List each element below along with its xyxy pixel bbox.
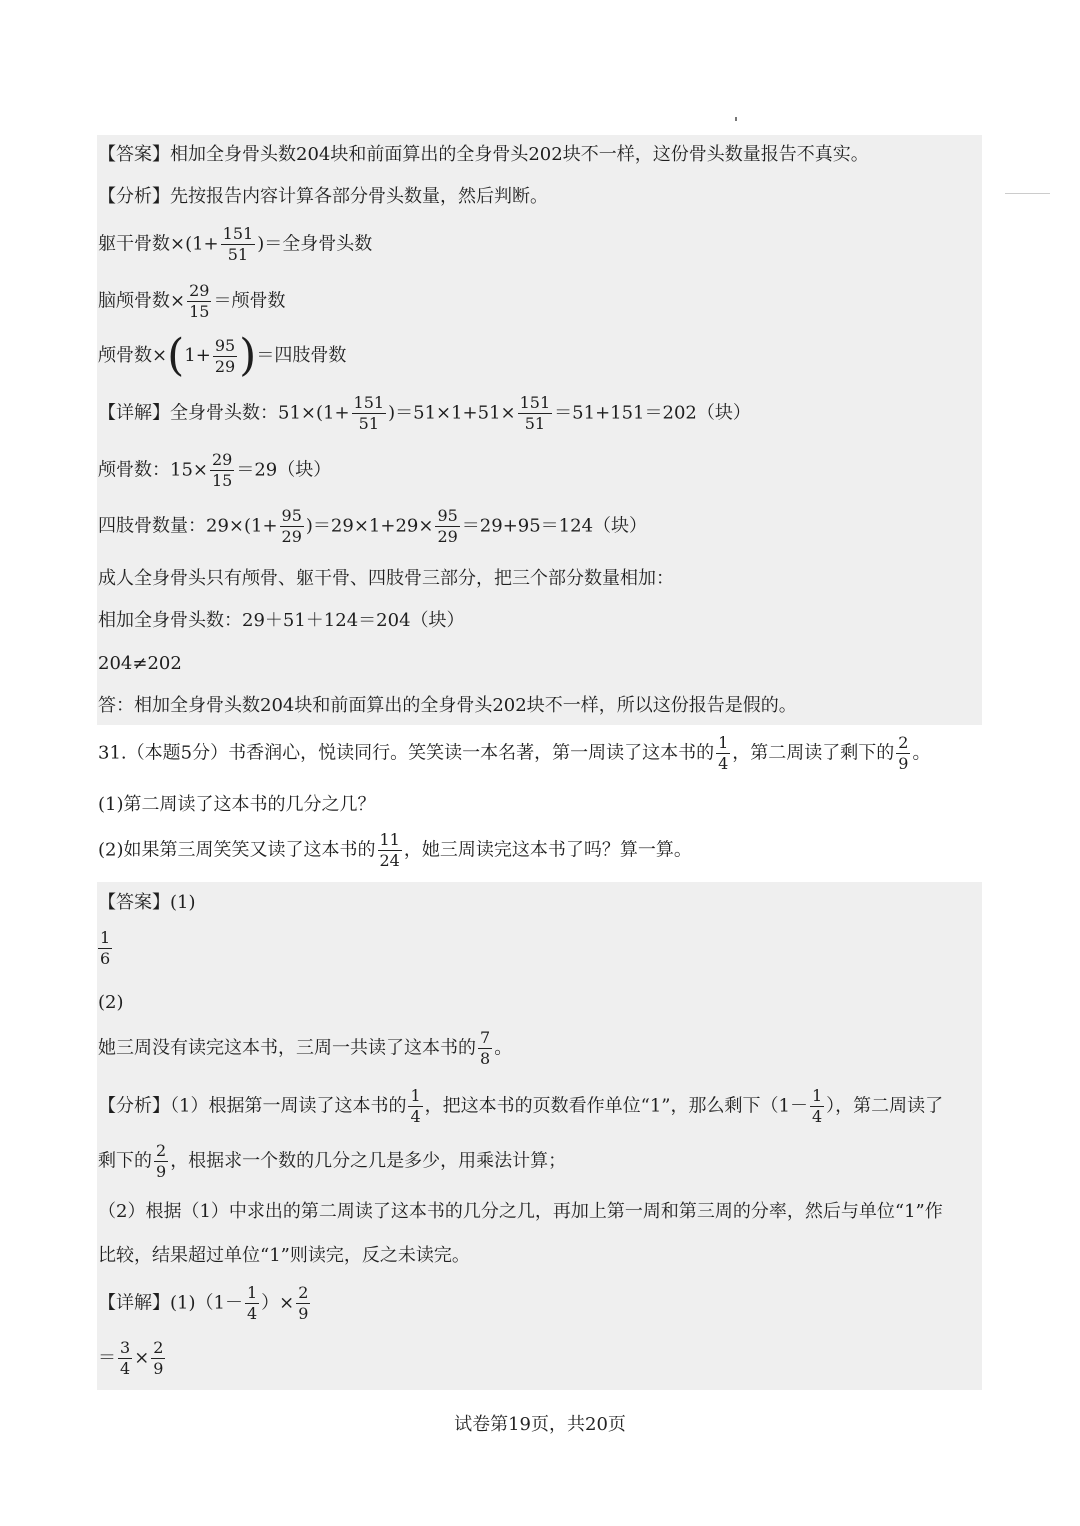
analysis-31-line-1: 【分析】（1）根据第一周读了这本书的 $\frac{1}{4}$ ，把这本书的页数看作单位“1”，那么剩下（1－ $\frac{1}{4}$ ），第二周读了: [98, 1086, 944, 1126]
answer-31-part-2-label: (2): [98, 992, 124, 1013]
fraction: $\frac{29}{15}$: [189, 281, 210, 321]
fraction: $\frac{1}{6}$: [100, 928, 111, 968]
analysis-text: 先按报告内容计算各部分骨头数量，然后判断。: [170, 186, 548, 207]
answer-line: [98, 146, 869, 164]
fraction: $\frac{7}{8}$: [480, 1028, 491, 1068]
answer-text: 相加全身骨头数204块和前面算出的全身骨头202块不一样，这份骨头数量报告不真实。: [170, 144, 869, 165]
fraction: $\frac{11}{24}$: [379, 830, 400, 870]
scan-speck: [735, 117, 737, 121]
detail-line-compare: 204≠202: [98, 653, 182, 674]
fraction: $\frac{95}{29}$: [437, 506, 458, 546]
question-31-part-2: (2)如果第三周笑笑又读了这本书的 $\frac{11}{24}$ ，她三周读完这本书了吗？算一算。: [98, 830, 692, 870]
fraction: $\frac{95}{29}$: [281, 506, 302, 546]
question-31-part-1: (1)第二周读了这本书的几分之几？: [98, 794, 376, 815]
analysis-31-line-2: 剩下的 $\frac{2}{9}$ ，根据求一个数的几分之几是多少，用乘法计算；: [98, 1141, 567, 1181]
scan-edge-line: [1005, 193, 1050, 194]
detail-tag: 【详解】: [98, 402, 170, 424]
formula-trunk: 躯干骨数×(1+ $\frac{151}{51}$ )＝全身骨头数: [98, 224, 373, 264]
question-31-stem: 31.（本题5分）书香润心，悦读同行。笑笑读一本名著，第一周读了这本书的 $\frac{1}{4}$ ，第二周读了剩下的 $\frac{2}{9}$ 。: [98, 733, 931, 773]
answer-31-line: 【答案】(1): [98, 892, 196, 913]
fraction: $\frac{1}{4}$: [718, 733, 729, 773]
fraction: $\frac{1}{4}$: [246, 1283, 258, 1323]
fraction: $\frac{29}{15}$: [212, 450, 233, 490]
analysis-31-line-4: 比较，结果超过单位“1”则读完，反之未读完。: [98, 1245, 470, 1266]
fraction: $\frac{151}{51}$: [222, 224, 254, 264]
fraction: $\frac{95}{29}$: [214, 335, 236, 376]
fraction: $\frac{2}{9}$: [898, 733, 909, 773]
formula-limbs: 颅骨数×(1+ $\frac{95}{29}$ )＝四肢骨数: [98, 330, 347, 381]
fraction: $\frac{1}{4}$: [811, 1086, 823, 1126]
detail-line-sum: 相加全身骨头数：29＋51＋124＝204（块）: [98, 610, 465, 631]
fraction: $\frac{151}{51}$: [519, 393, 551, 433]
detail-tag: 【详解】: [98, 1292, 170, 1314]
analysis-31-line-3: （2）根据（1）中求出的第二周读了这本书的几分之几，再加上第一周和第三周的分率，然后与单位“1”作: [98, 1201, 943, 1222]
detail-line-sum-intro: 成人全身骨头只有颅骨、躯干骨、四肢骨三部分，把三个部分数量相加：: [98, 568, 674, 589]
final-answer: 答：相加全身骨头数204块和前面算出的全身骨头202块不一样，所以这份报告是假的。: [98, 695, 797, 716]
answer-31-value-2: 她三周没有读完这本书，三周一共读了这本书的 $\frac{7}{8}$ 。: [98, 1028, 513, 1068]
fraction: $\frac{1}{4}$: [410, 1086, 421, 1126]
fraction: $\frac{2}{9}$: [298, 1283, 309, 1323]
detail-limbs: 四肢骨数量：29×(1+ $\frac{95}{29}$ )＝29×1+29× $\frac{95}{29}$ ＝29+95＝124（块）: [98, 506, 648, 546]
detail-31-line-2: ＝ $\frac{3}{4}$ × $\frac{2}{9}$: [98, 1338, 164, 1378]
page-footer: 试卷第19页，共20页: [454, 1414, 626, 1435]
fraction: $\frac{151}{51}$: [353, 393, 385, 433]
analysis-tag: 【分析】: [98, 1095, 170, 1117]
fraction: $\frac{2}{9}$: [153, 1338, 164, 1378]
answer-31-value-1: [98, 930, 114, 967]
answer-tag: 【答案】: [98, 892, 170, 913]
detail-skull: 颅骨数：15× $\frac{29}{15}$ ＝29（块）: [98, 450, 332, 490]
analysis-tag: 【分析】: [98, 186, 170, 207]
fraction: $\frac{3}{4}$: [120, 1338, 131, 1378]
fraction: $\frac{2}{9}$: [156, 1141, 167, 1181]
formula-skull: 脑颅骨数× $\frac{29}{15}$ ＝颅骨数: [98, 281, 286, 321]
answer-tag: 【答案】: [98, 144, 170, 165]
detail-total: 【详解】全身骨头数：51×(1+ $\frac{151}{51}$ )＝51×1+51× $\frac{151}{51}$ ＝51+151＝202（块）: [98, 393, 751, 433]
detail-31-line-1: 【详解】(1)（1－ $\frac{1}{4}$ ）× $\frac{2}{9}$: [98, 1283, 309, 1323]
analysis-line: [98, 188, 548, 206]
